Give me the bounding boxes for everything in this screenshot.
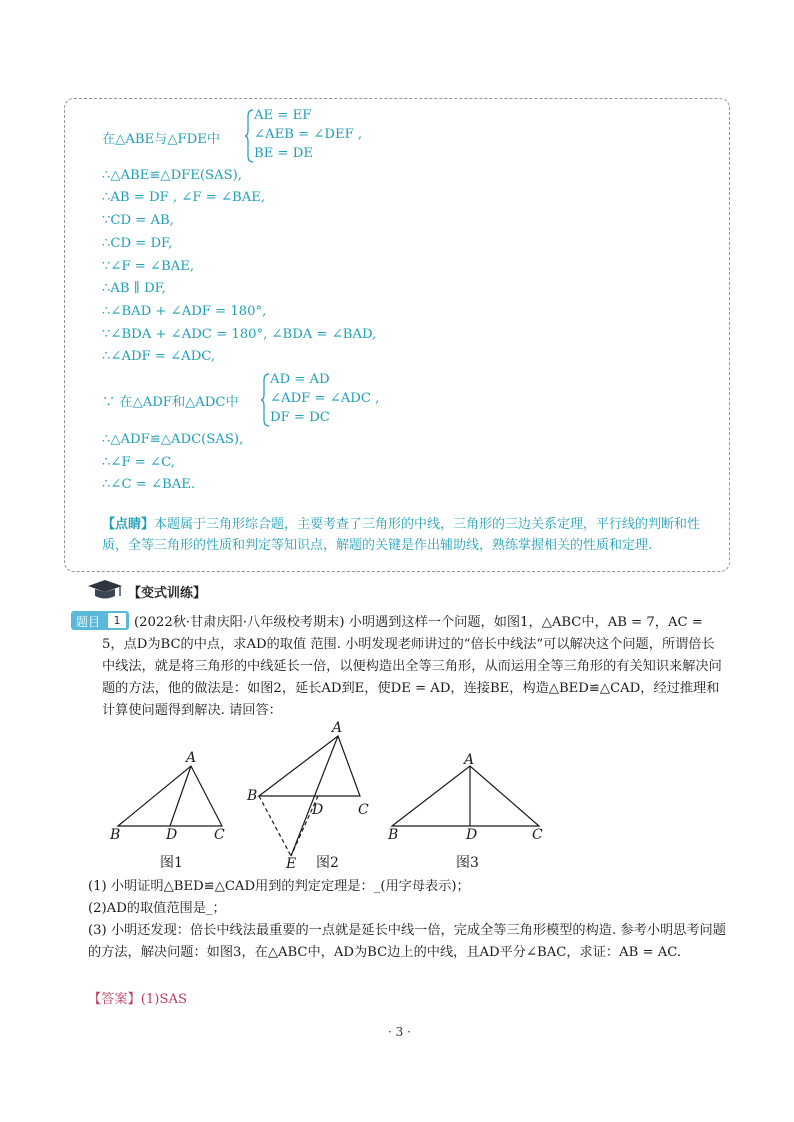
sub-question: (3) 小明还发现：倍长中线法最重要的一点就是延长中线一倍，完成全等三角形模型的构造. 参考小明思考问题的方法，解决问题：如图3，在△ABC中，AD为BC边上的中线，且AD平分∠BAC，求证：AB = AC. [88,923,726,960]
problem-text [102,612,726,722]
answer: 【答案】(1)SAS [88,992,188,1007]
figure-2 [259,736,360,856]
sub-question: (2)AD的取值范围是_； [88,901,226,916]
solution-line: ∵CD = AB, [102,213,174,228]
remark [102,514,722,556]
sub-question: (1) 小明证明△BED≌△CAD用到的判定定理是：_(用字母表示)； [88,879,470,894]
fig1-caption: 图1 [160,855,183,871]
solution-line: ∴AB ∥ DF, [102,281,166,296]
fig2-label-d: D [312,802,324,818]
fig2-label-e: E [286,856,297,872]
graduation-cap-icon [86,578,124,602]
fig3-label-a: A [464,752,475,768]
solution-line: ∴△ADF≌△ADC(SAS), [102,432,244,447]
system2-braces [260,372,400,428]
fig1-label-a: A [186,750,197,766]
system1-lead: 在△ABE与△FDE中 [102,132,221,147]
solution-line: ∴∠ADF = ∠ADC, [102,349,216,364]
system1-row: BE = DE [254,146,313,161]
solution-line: ∴AB = DF , ∠F = ∠BAE, [102,190,266,205]
system2-row: AD = AD [270,372,330,387]
fig2-label-a: A [332,720,343,736]
fig3-label-d: D [466,827,478,843]
solution-line: ∴∠BAD + ∠ADF = 180°, [102,304,267,319]
figure-1 [118,766,222,826]
fig3-label-c: C [532,827,543,843]
left-brace-icon [260,372,270,428]
badge-word: 题目 [76,615,101,629]
fig2-label-b: B [247,788,258,804]
fig1-label-b: B [110,827,121,843]
fig2-caption: 图2 [316,855,339,871]
badge-number: 1 [107,612,127,629]
system2-row: DF = DC [270,410,330,425]
fig1-label-c: C [214,827,225,843]
solution-line: ∵∠BDA + ∠ADC = 180°, ∠BDA = ∠BAD, [102,327,377,342]
system1-row: ∠AEB = ∠DEF , [254,127,363,142]
system2-lead: ∵ 在△ADF和△ADC中 [102,395,239,410]
system1-row: AE = EF [254,108,312,123]
fig1-label-d: D [166,827,178,843]
fig2-label-c: C [358,802,369,818]
figures [96,716,566,876]
system2-row: ∠ADF = ∠ADC , [270,391,380,406]
solution-line: ∴∠F = ∠C, [102,455,175,470]
problem-paragraph: (2022秋·甘肃庆阳·八年级校考期末) 小明遇到这样一个问题，如图1，△ABC中，AB = 7，AC = 5，点D为BC的中点，求AD的取值 范围. 小明发现老师讲过的“倍长中线法”可以解决这个问题，所谓倍长中线法，就是将三角形的中线延长一倍，以便构造出全等三角形，从而运用全等三角形的有关知识来解决问题的方法，他的做法是：如图2，延长AD到E，使DE = AD，连接BE，构造△BED≌△CAD，经过推理和计算使问题得到解决. 请回答： [102,615,722,718]
solution-line: ∴CD = DF, [102,236,173,251]
variant-label: 【变式训练】 [128,586,207,601]
remark-tag: 【点睛】 [102,517,155,532]
solution-line: ∴△ABE≌△DFE(SAS), [102,168,242,183]
figure-3 [392,766,539,826]
fig3-label-b: B [388,827,399,843]
left-brace-icon [244,108,254,164]
page-number: · 3 · [388,1025,411,1039]
system1-braces [244,108,384,164]
solution-line: ∵∠F = ∠BAE, [102,259,195,274]
solution-line: ∴∠C = ∠BAE. [102,477,196,492]
sub-questions [88,876,726,964]
remark-text: 本题属于三角形综合题，主要考查了三角形的中线，三角形的三边关系定理，平行线的判断和性质，全等三角形的性质和判定等知识点，解题的关键是作出辅助线，熟练掌握相关的性质和定理. [102,517,701,553]
fig3-caption: 图3 [456,855,479,871]
variant-header [86,578,207,602]
